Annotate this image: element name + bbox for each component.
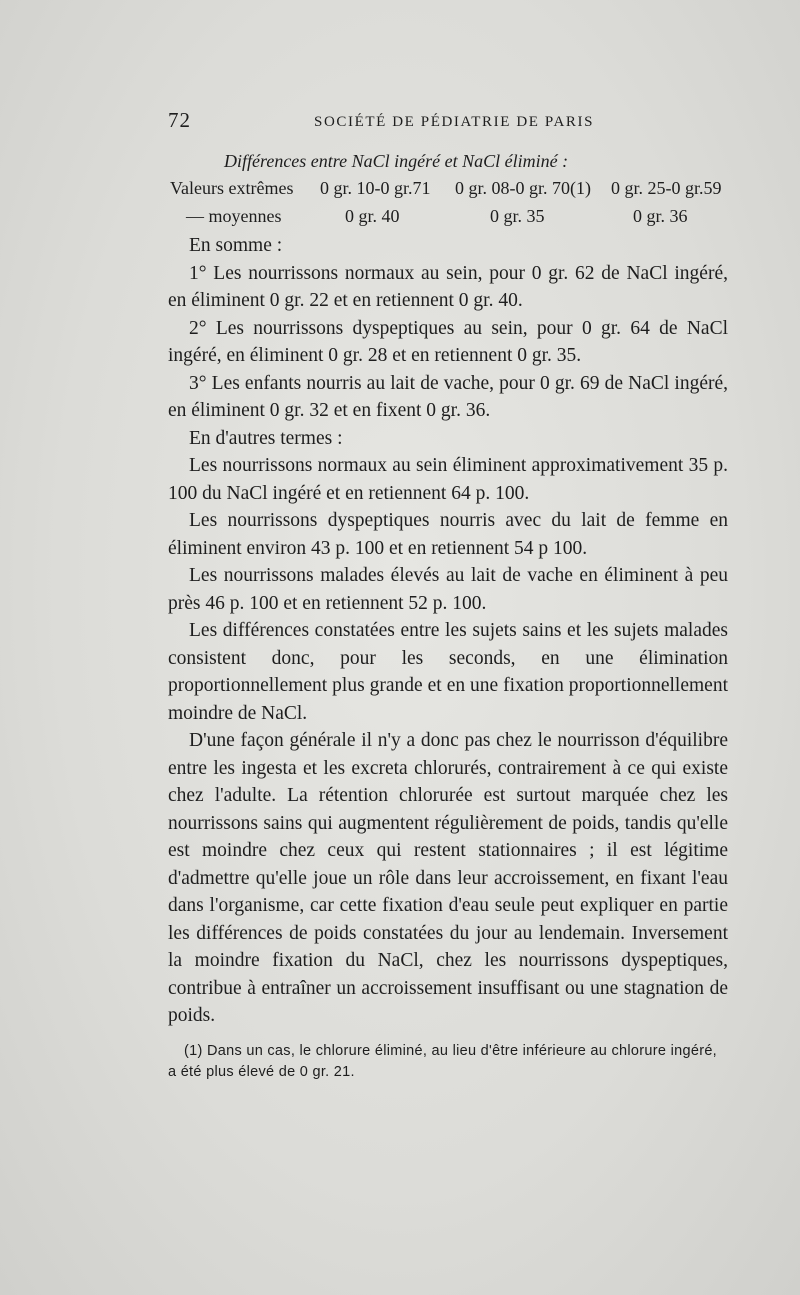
table-cell: 0 gr. 36 [633, 206, 688, 226]
paragraph: 2° Les nourrissons dyspeptiques au sein, pour 0 gr. 64 de NaCl ingéré, en éliminent 0 gr. 28 et en retiennent 0 gr. 35. [168, 317, 728, 366]
paragraph: Les différences constatées entre les sujets sains et les sujets malades consistent donc, pour les seconds, en une élimination proportionnellement plus grande et en une fixation proportionnellement moindre de NaCl. [168, 620, 728, 724]
table-cell: 0 gr. 25-0 gr.59 [611, 178, 722, 198]
table-row-extremes [168, 178, 728, 204]
table-cell: 0 gr. 08-0 gr. 70(1) [455, 178, 591, 198]
table-cell: 0 gr. 40 [345, 206, 400, 226]
footnote: (1) Dans un cas, le chlorure éliminé, au lieu d'être inférieure au chlorure ingéré, a été plus élevé de 0 gr. 21. [168, 1043, 718, 1080]
paragraph: Les nourrissons malades élevés au lait de vache en éliminent à peu près 46 p. 100 et en retiennent 52 p. 100. [168, 565, 728, 614]
row-label: Valeurs extrêmes [170, 178, 294, 198]
table-cell: 0 gr. 35 [490, 206, 545, 226]
table-caption: Différences entre NaCl ingéré et NaCl éliminé : [224, 151, 569, 171]
body-text [168, 232, 728, 1030]
table-row-averages [168, 206, 728, 232]
paragraph: D'une façon générale il n'y a donc pas chez le nourrisson d'équilibre entre les ingesta et les excreta chlorurés, contrairement à ce qui existe chez l'adulte. La rétention chlorurée est surtout marquée chez les nourrissons sains qui augmentent régulièrement de poids, tandis qu'elle est moindre chez ceux qui restent stationnaires ; il est légitime d'admettre qu'elle joue un rôle dans leur accroissement, en fixant l'eau dans l'organisme, car cette fixation d'eau seule peut expliquer en partie les différences de poids constatées du jour au lendemain. Inversement la moindre fixation du NaCl, chez les nourrissons dyspeptiques, contribue à entraîner un accroissement insuffisant ou une stagnation de poids. [168, 730, 728, 1026]
paragraph: Les nourrissons normaux au sein éliminent approximativement 35 p. 100 du NaCl ingéré et en retiennent 64 p. 100. [168, 455, 728, 504]
running-title: SOCIÉTÉ DE PÉDIATRIE DE PARIS [314, 114, 595, 130]
paragraph: 3° Les enfants nourris au lait de vache, pour 0 gr. 69 de NaCl ingéré, en éliminent 0 gr. 32 et en fixent 0 gr. 36. [168, 372, 728, 421]
table-cell: 0 gr. 10-0 gr.71 [320, 178, 431, 198]
page-header [168, 108, 728, 138]
paragraph: Les nourrissons dyspeptiques nourris avec du lait de femme en éliminent environ 43 p. 100 et en retiennent 54 p 100. [168, 510, 728, 559]
row-label: — moyennes [186, 206, 282, 226]
paragraph: En d'autres termes : [189, 427, 343, 449]
page-number: 72 [168, 108, 191, 132]
paragraph: 1° Les nourrissons normaux au sein, pour 0 gr. 62 de NaCl ingéré, en éliminent 0 gr. 22 et en retiennent 0 gr. 40. [168, 262, 728, 311]
paragraph: En somme : [189, 235, 283, 256]
